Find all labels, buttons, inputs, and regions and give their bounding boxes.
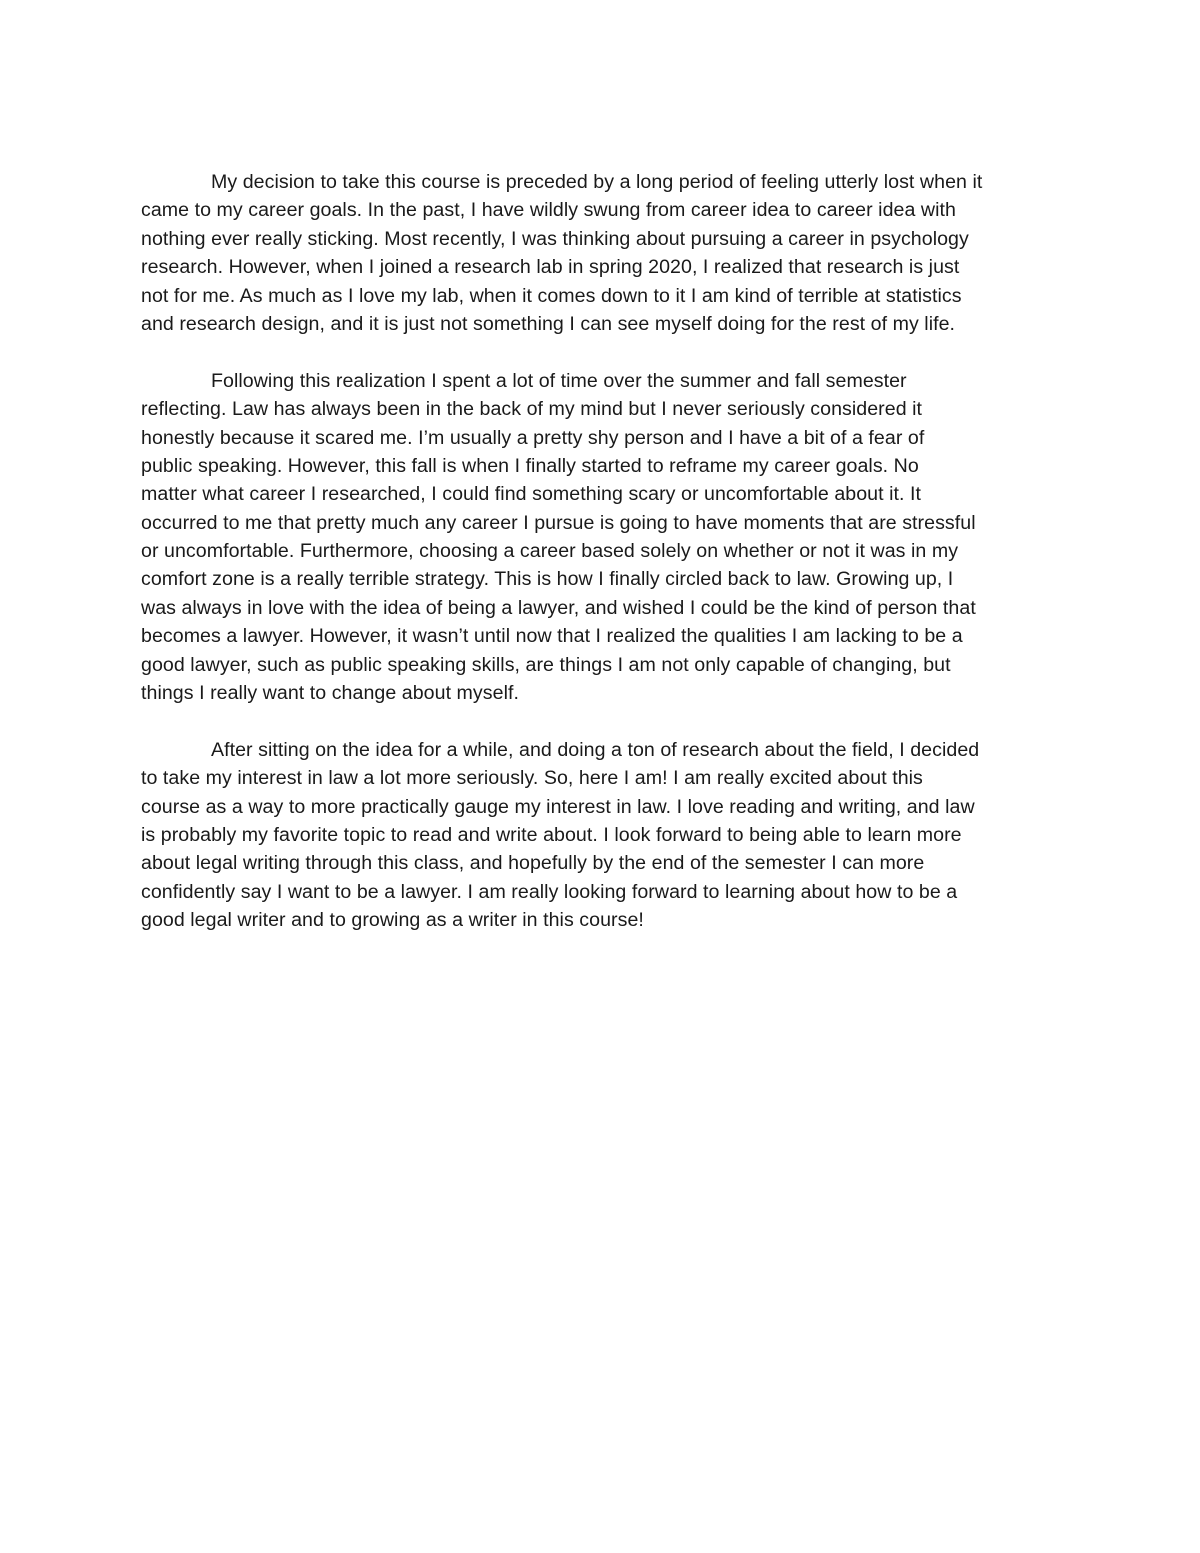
paragraph-line: or uncomfortable. Furthermore, choosing a career based solely on whether or not it was in my	[141, 540, 959, 563]
paragraph-line: public speaking. However, this fall is when I finally started to reframe my career goals. No	[141, 454, 919, 477]
paragraph-line: was always in love with the idea of being a lawyer, and wished I could be the kind of person that	[141, 596, 976, 619]
paragraph-line: comfort zone is a really terrible strategy. This is how I finally circled back to law. Growing up, I	[141, 568, 954, 591]
paragraph-line: course as a way to more practically gauge my interest in law. I love reading and writing, and law	[141, 795, 975, 818]
paragraph-line: nothing ever really sticking. Most recently, I was thinking about pursuing a career in psychology	[141, 227, 969, 250]
paragraph-line: good legal writer and to growing as a writer in this course!	[141, 909, 644, 932]
paragraph-line: matter what career I researched, I could find something scary or uncomfortable about it. It	[141, 483, 921, 506]
paragraph-line: After sitting on the idea for a while, and doing a ton of research about the field, I decided	[211, 738, 980, 761]
paragraph-line: research. However, when I joined a research lab in spring 2020, I realized that research is just	[141, 256, 960, 279]
paragraph-spacer	[141, 338, 1069, 366]
document-body	[141, 168, 1069, 935]
paragraph-line: is probably my favorite topic to read and write about. I look forward to being able to learn more	[141, 823, 962, 846]
paragraph-line: confidently say I want to be a lawyer. I am really looking forward to learning about how to be a	[141, 880, 958, 903]
paragraph-line: becomes a lawyer. However, it wasn’t until now that I realized the qualities I am lacking to be a	[141, 625, 963, 648]
paragraph-2	[141, 367, 1069, 708]
paragraph-line: honestly because it scared me. I’m usually a pretty shy person and I have a bit of a fear of	[141, 426, 925, 449]
paragraph-line: to take my interest in law a lot more seriously. So, here I am! I am really excited about this	[141, 767, 923, 790]
paragraph-line: My decision to take this course is preceded by a long period of feeling utterly lost when it	[211, 171, 983, 193]
paragraph-line: reflecting. Law has always been in the back of my mind but I never seriously considered it	[141, 398, 923, 421]
paragraph-line: good lawyer, such as public speaking skills, are things I am not only capable of changing, but	[141, 653, 951, 676]
paragraph-line: came to my career goals. In the past, I have wildly swung from career idea to career idea with	[141, 199, 956, 222]
paragraph-line: not for me. As much as I love my lab, when it comes down to it I am kind of terrible at statistics	[141, 284, 962, 307]
paragraph-line: and research design, and it is just not something I can see myself doing for the rest of my life.	[141, 312, 956, 335]
paragraph-line: things I really want to change about myself.	[141, 682, 519, 705]
paragraph-line: Following this realization I spent a lot of time over the summer and fall semester	[211, 369, 907, 392]
paragraph-line: about legal writing through this class, and hopefully by the end of the semester I can more	[141, 852, 925, 875]
paragraph-spacer	[141, 707, 1069, 735]
paragraph-1	[141, 168, 1069, 338]
paragraph-line: occurred to me that pretty much any career I pursue is going to have moments that are stressful	[141, 511, 976, 534]
paragraph-3	[141, 736, 1069, 935]
